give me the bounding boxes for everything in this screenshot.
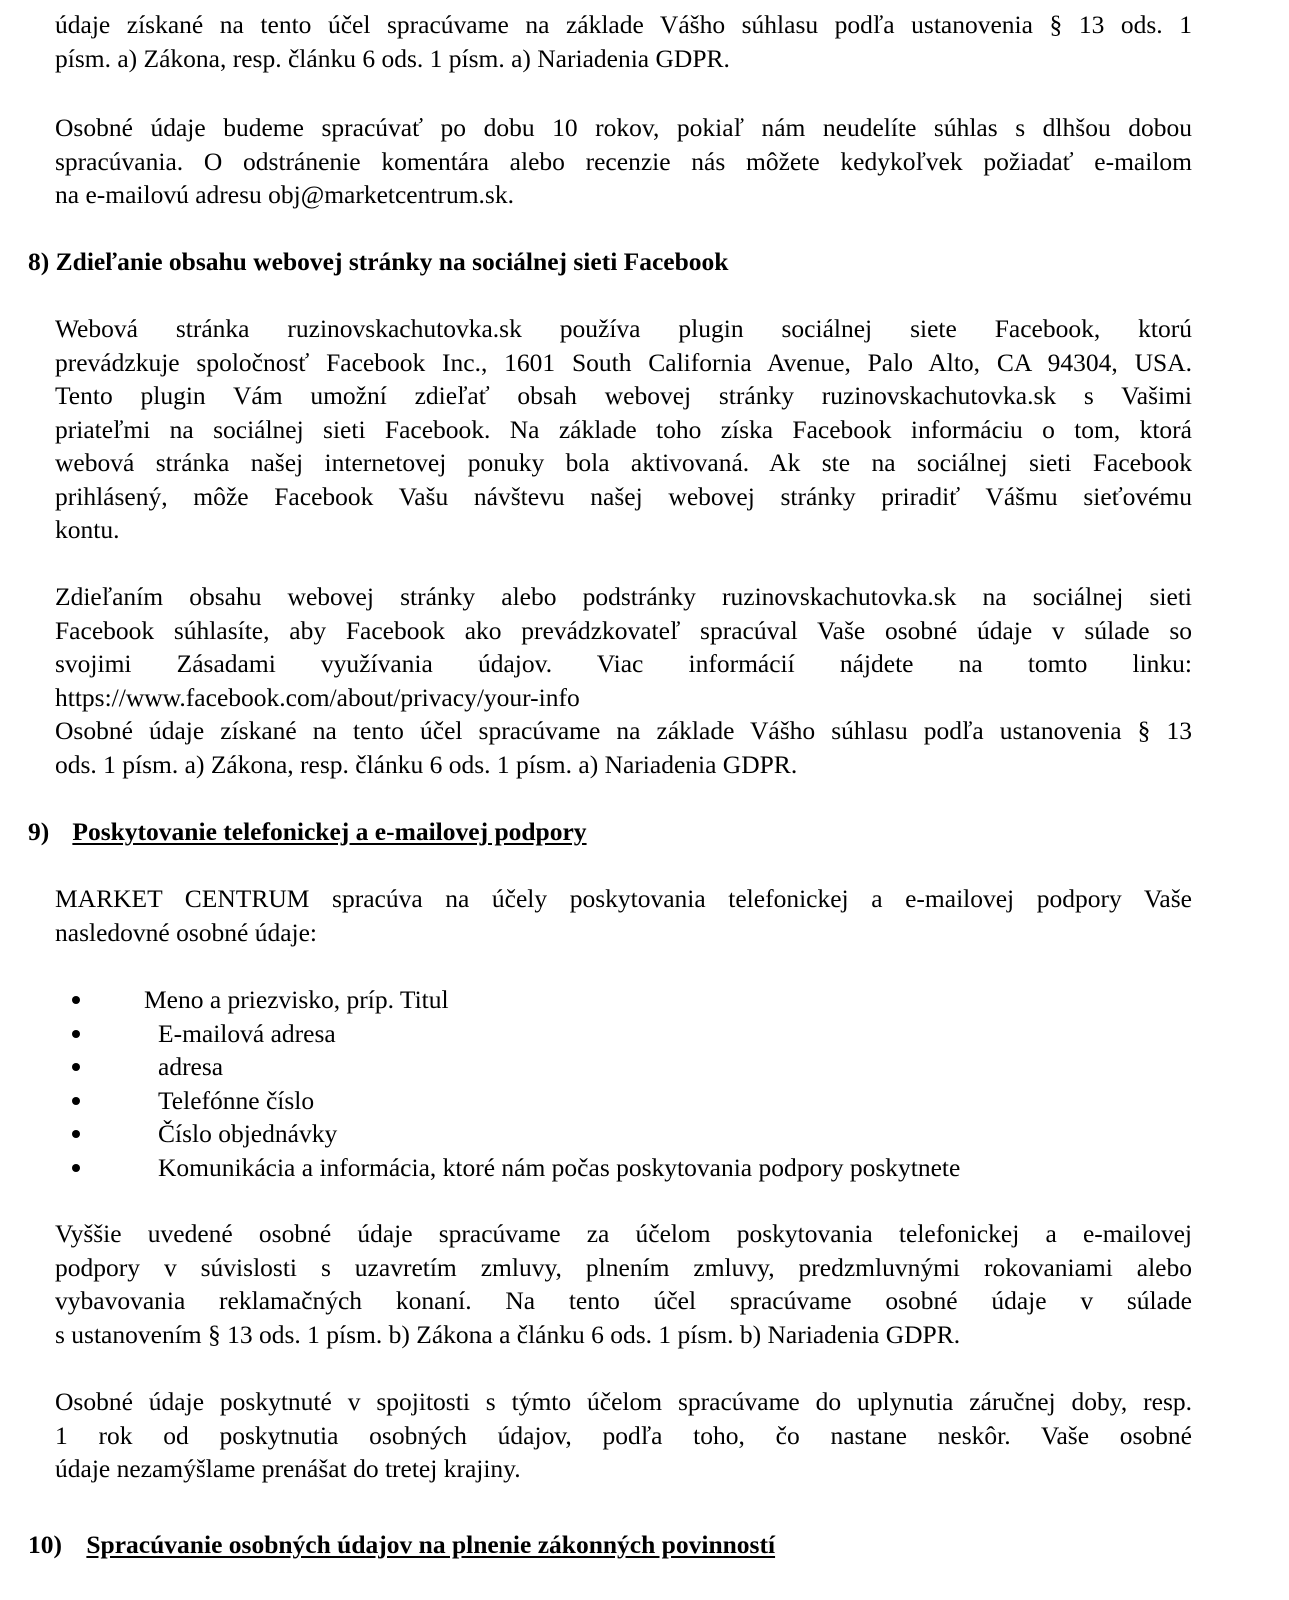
text-line: na e-mailovú adresu obj@marketcentrum.sk. — [55, 180, 514, 209]
text-line: webová stránka našej internetovej ponuky bola aktivovaná. Ak ste na sociálnej sieti Facebook — [55, 448, 1192, 477]
text-line: Tento plugin Vám umožní zdieľať obsah webovej stránky ruzinovskachutovka.sk s Vašimi — [55, 381, 1192, 410]
paragraph-support-intro — [55, 882, 1192, 949]
bullet-icon — [72, 996, 80, 1004]
text-line: Vyššie uvedené osobné údaje spracúvame za účelom poskytovania telefonickej a e-mailovej — [55, 1219, 1192, 1248]
paragraph-support-retention — [55, 1385, 1192, 1486]
section-title: Spracúvanie osobných údajov na plnenie zákonných povinností — [86, 1530, 776, 1559]
bullet-icon — [72, 1063, 80, 1071]
section-number: 10) — [28, 1530, 62, 1559]
text-line: s ustanovením § 13 ods. 1 písm. b) Zákona a článku 6 ods. 1 písm. b) Nariadenia GDPR. — [55, 1319, 961, 1349]
text-line: ods. 1 písm. a) Zákona, resp. článku 6 ods. 1 písm. a) Nariadenia GDPR. — [55, 749, 798, 779]
text-line: Osobné údaje získané na tento účel spracúvame na základe Vášho súhlasu podľa ustanovenia § 13 — [55, 716, 1192, 745]
paragraph-retention — [55, 111, 1192, 212]
bullet-icon — [72, 1030, 80, 1038]
section-number: 9) — [28, 817, 50, 846]
text-line: Osobné údaje poskytnuté v spojitosti s týmto účelom spracúvame do uplynutia záručnej doby, resp. — [55, 1387, 1192, 1416]
bullet-icon — [72, 1164, 80, 1172]
paragraph-facebook-plugin — [55, 312, 1192, 547]
text-line: Facebook súhlasíte, aby Facebook ako prevádzkovateľ spracúval Vaše osobné údaje v súlade so — [55, 615, 1192, 645]
text-line: spracúvania. O odstránenie komentára alebo recenzie nás môžete kedykoľvek požiadať e-mailom — [55, 146, 1192, 176]
list-item: adresa — [55, 1050, 960, 1084]
section-9-heading — [28, 815, 587, 849]
paragraph-support-purpose — [55, 1217, 1192, 1351]
text-line: nasledovné osobné údaje: — [55, 917, 318, 947]
section-8-heading — [28, 245, 729, 279]
bullet-icon — [72, 1130, 80, 1138]
text-line: priateľmi na sociálnej sieti Facebook. Na základe toho získa Facebook informáciu o tom, ktorá — [55, 414, 1192, 444]
text-line: prihlásený, môže Facebook Vašu návštevu našej webovej stránky priradiť Vášmu sieťovému — [55, 481, 1192, 511]
list-item: Komunikácia a informácia, ktoré nám počas poskytovania podpory poskytnete — [55, 1151, 960, 1185]
list-item: Číslo objednávky — [55, 1117, 960, 1151]
text-line: Osobné údaje budeme spracúvať po dobu 10 rokov, pokiaľ nám neudelíte súhlas s dlhšou dobou — [55, 113, 1192, 142]
text-line: písm. a) Zákona, resp. článku 6 ods. 1 písm. a) Nariadenia GDPR. — [55, 43, 730, 73]
list-item: Telefónne číslo — [55, 1084, 960, 1118]
text-line: Zdieľaním obsahu webovej stránky alebo podstránky ruzinovskachutovka.sk na sociálnej sieti — [55, 582, 1192, 611]
list-item: Meno a priezvisko, príp. Titul — [55, 983, 960, 1017]
section-10-heading — [28, 1528, 775, 1562]
bullet-icon — [72, 1097, 80, 1105]
section-title: Zdieľanie obsahu webovej stránky na sociálnej sieti Facebook — [55, 247, 729, 276]
text-line: kontu. — [55, 515, 120, 544]
section-number: 8) — [28, 247, 50, 276]
list-item: E-mailová adresa — [55, 1017, 960, 1051]
personal-data-list — [55, 983, 960, 1184]
paragraph-consent-basis — [55, 8, 1192, 75]
text-line: údaje získané na tento účel spracúvame na základe Vášho súhlasu podľa ustanovenia § 13 ods. 1 — [55, 10, 1192, 39]
text-line: 1 rok od poskytnutia osobných údajov, podľa toho, čo nastane neskôr. Vaše osobné — [55, 1420, 1192, 1450]
text-line: Webová stránka ruzinovskachutovka.sk používa plugin sociálnej siete Facebook, ktorú — [55, 314, 1192, 343]
text-line: podpory v súvislosti s uzavretím zmluvy, plnením zmluvy, predzmluvnými rokovaniami alebo — [55, 1252, 1192, 1282]
text-line: údaje nezamýšlame prenášat do tretej krajiny. — [55, 1454, 521, 1483]
text-line: prevádzkuje spoločnosť Facebook Inc., 1601 South California Avenue, Palo Alto, CA 94304, USA. — [55, 347, 1192, 377]
paragraph-facebook-sharing — [55, 580, 1192, 781]
text-line: vybavovania reklamačných konaní. Na tento účel spracúvame osobné údaje v súlade — [55, 1286, 1192, 1315]
text-line: MARKET CENTRUM spracúva na účely poskytovania telefonickej a e-mailovej podpory Vaše — [55, 884, 1192, 913]
text-line: svojimi Zásadami využívania údajov. Viac informácií nájdete na tomto linku: — [55, 649, 1192, 678]
section-title: Poskytovanie telefonickej a e-mailovej podpory — [72, 817, 587, 846]
facebook-privacy-link[interactable]: https://www.facebook.com/about/privacy/your-info — [55, 682, 580, 712]
